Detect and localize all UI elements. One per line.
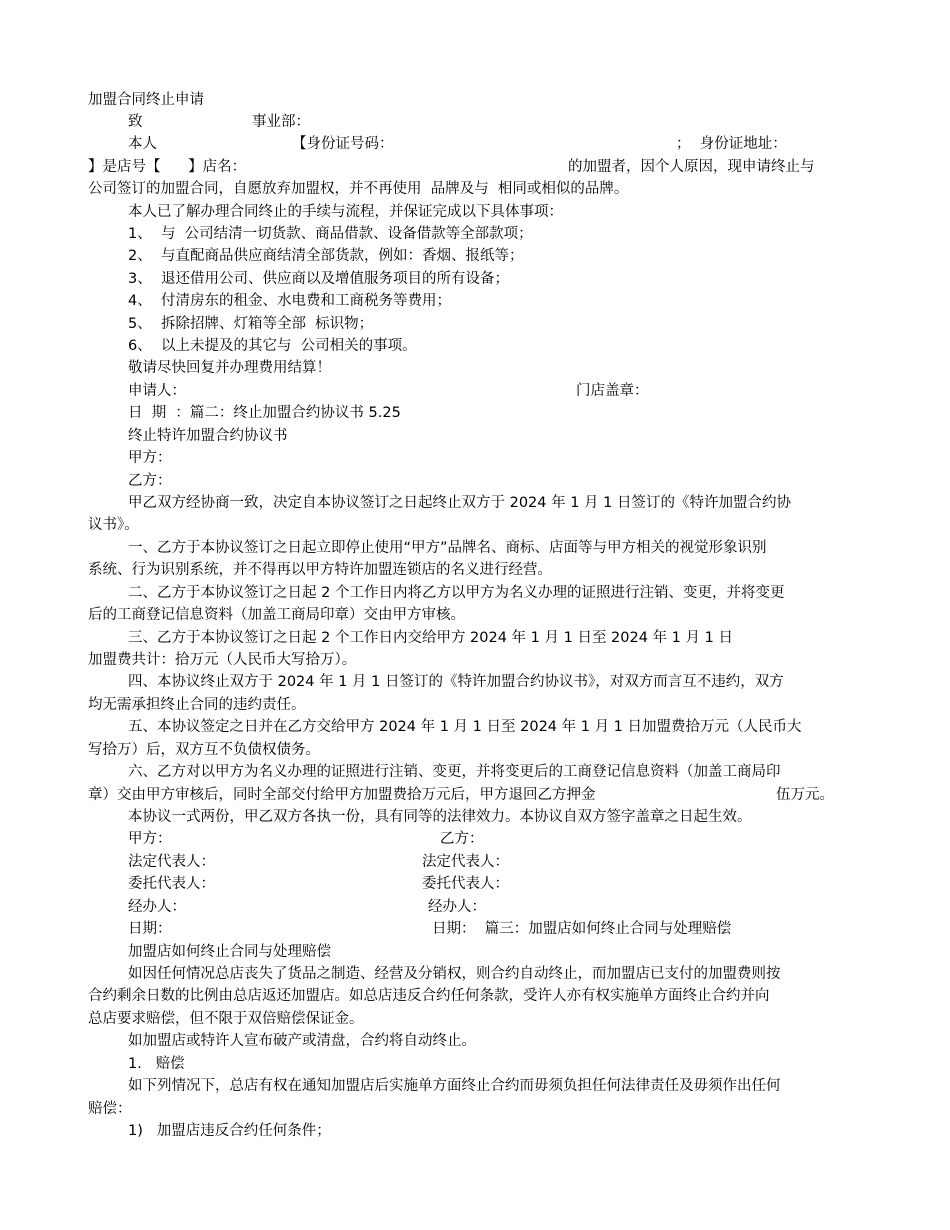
store-number-label: 】是店号【 】店名： bbox=[88, 159, 247, 175]
deposit-amount: 伍万元。 bbox=[776, 787, 834, 803]
paragraph-line: 本协议一式两份，甲乙双方各执一份，具有同等的法律效力。本协议自双方签字盖章之日起生效。 bbox=[128, 809, 752, 825]
clause-line: 后的工商登记信息资料（加盖工商局印章）交由甲方审核。 bbox=[88, 607, 465, 623]
date-and-section-title: 日 期 ：篇二：终止加盟合约协议书 5.25 bbox=[128, 405, 401, 421]
section-title: 加盟店如何终止合同与处理赔偿 bbox=[128, 944, 331, 960]
clause-line: 二、乙方于本协议签订之日起 2 个工作日内将乙方以甲方为名义办理的证照进行注销、变更，并将变更 bbox=[128, 585, 785, 601]
paragraph-line: 议书》。 bbox=[88, 517, 139, 533]
paragraph-line: 总店要求赔偿，但不限于双倍赔偿保证金。 bbox=[88, 1011, 364, 1027]
doc-title: 加盟合同终止申请 bbox=[88, 92, 204, 108]
paragraph-line: 公司签订的加盟合同，自愿放弃加盟权，并不再使用 品牌及与 相同或相似的品牌。 bbox=[88, 181, 629, 197]
signature-legal-rep-b: 法定代表人： bbox=[422, 854, 509, 870]
clause-line: 写拾万）后，双方互不负债权债务。 bbox=[88, 742, 320, 758]
list-item: 1) 加盟店违反合约任何条件； bbox=[128, 1123, 331, 1139]
recipient-line: 致 bbox=[128, 114, 143, 130]
clause-line: 一、乙方于本协议签订之日起立即停止使用“甲方”品牌名、商标、店面等与甲方相关的视觉形象识别 bbox=[128, 540, 767, 556]
party-a-label: 甲方： bbox=[128, 450, 172, 466]
signature-handler-a: 经办人： bbox=[128, 899, 186, 915]
applicant-self-label: 本人 bbox=[128, 136, 157, 152]
paragraph-line: 如加盟店或特许人宣布破产或清盘，合约将自动终止。 bbox=[128, 1033, 476, 1049]
id-number-label: 【身份证号码： bbox=[292, 136, 394, 152]
signature-party-b: 乙方： bbox=[440, 831, 484, 847]
signature-date-b-and-section: 日期： 篇三：加盟店如何终止合同与处理赔偿 bbox=[432, 921, 732, 937]
subsection-heading: 1. 赔偿 bbox=[128, 1056, 185, 1072]
clause-line: 系统、行为识别系统，并不得再以甲方特许加盟连锁店的名义进行经营。 bbox=[88, 562, 552, 578]
signature-proxy-a: 委托代表人： bbox=[128, 876, 215, 892]
signature-date-a: 日期： bbox=[128, 921, 172, 937]
list-item: 1、 与 公司结清一切货款、商品借款、设备借款等全部款项； bbox=[128, 226, 533, 242]
franchisee-statement: 的加盟者，因个人原因，现申请终止与 bbox=[568, 159, 815, 175]
applicant-label: 申请人： bbox=[128, 383, 186, 399]
clause-line: 加盟费共计：拾万元（人民币大写拾万）。 bbox=[88, 652, 357, 668]
paragraph-line: 合约剩余日数的比例由总店返还加盟店。如总店违反合约任何条款，受许人亦有权实施单方面终止合约并向 bbox=[88, 988, 770, 1004]
clause-line: 三、乙方于本协议签订之日起 2 个工作日内交给甲方 2024 年 1 月 1 日至 2024 年 1 月 1 日 bbox=[128, 630, 733, 646]
list-item: 2、 与直配商品供应商结清全部货款，例如：香烟、报纸等； bbox=[128, 248, 524, 264]
list-item: 3、 退还借用公司、供应商以及增值服务项目的所有设备； bbox=[128, 271, 509, 287]
signature-handler-b: 经办人： bbox=[428, 899, 486, 915]
signature-proxy-b: 委托代表人： bbox=[422, 876, 509, 892]
paragraph-line: 赔偿： bbox=[88, 1101, 132, 1117]
list-item: 5、 拆除招牌、灯箱等全部 标识物； bbox=[128, 316, 374, 332]
clause-line: 均无需承担终止合同的违约责任。 bbox=[88, 697, 306, 713]
paragraph-line: 如下列情况下，总店有权在通知加盟店后实施单方面终止合约而毋须负担任何法律责任及毋须作出任何 bbox=[128, 1078, 781, 1094]
paragraph-line: 如因任何情况总店丧失了货品之制造、经营及分销权，则合约自动终止，而加盟店已支付的加盟费则按 bbox=[128, 966, 781, 982]
signature-party-a: 甲方： bbox=[128, 831, 172, 847]
clause-line: 章）交由甲方审核后，同时全部交付给甲方加盟费拾万元后，甲方退回乙方押金 bbox=[88, 787, 596, 803]
paragraph-line: 甲乙双方经协商一致，决定自本协议签订之日起终止双方于 2024 年 1 月 1 日签订的《特许加盟合约协 bbox=[128, 495, 792, 511]
signature-legal-rep-a: 法定代表人： bbox=[128, 854, 215, 870]
clause-line: 六、乙方对以甲方为名义办理的证照进行注销、变更，并将变更后的工商登记信息资料（加盖工商局印 bbox=[128, 764, 781, 780]
clause-line: 五、本协议签定之日并在乙方交给甲方 2024 年 1 月 1 日至 2024 年 1 月 1 日加盟费拾万元（人民币大 bbox=[128, 719, 802, 735]
paragraph-line: 本人已了解办理合同终止的手续与流程，并保证完成以下具体事项： bbox=[128, 204, 563, 220]
party-b-label: 乙方： bbox=[128, 473, 172, 489]
department-label: 事业部： bbox=[252, 114, 310, 130]
list-item: 4、 付清房东的租金、水电费和工商税务等费用； bbox=[128, 293, 451, 309]
request-line: 敬请尽快回复并办理费用结算！ bbox=[128, 360, 331, 376]
store-seal-label: 门店盖章： bbox=[576, 383, 649, 399]
list-item: 6、 以上未提及的其它与 公司相关的事项。 bbox=[128, 338, 417, 354]
section-title: 终止特许加盟合约协议书 bbox=[128, 428, 288, 444]
id-address-label: ； 身份证地址： bbox=[676, 136, 787, 152]
clause-line: 四、本协议终止双方于 2024 年 1 月 1 日签订的《特许加盟合约协议书》，对双方而言互不违约，双方 bbox=[128, 674, 784, 690]
